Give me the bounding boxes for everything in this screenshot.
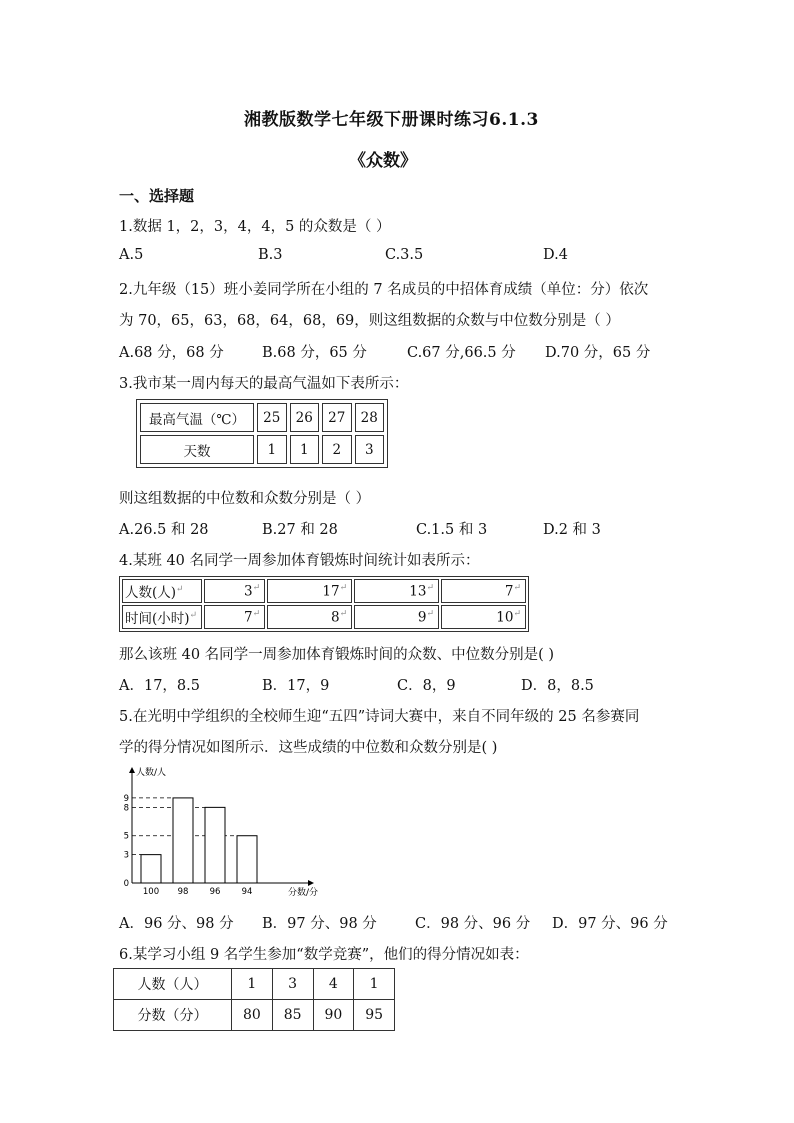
y-tick-label: 9 xyxy=(123,793,129,804)
table-cell: 95 xyxy=(354,1000,395,1031)
table-cell: 27 xyxy=(322,403,352,432)
chart-bar xyxy=(237,836,257,883)
table-row xyxy=(114,1000,395,1031)
q4-option-b: B．17，9 xyxy=(262,678,330,694)
q1-option-d: D.4 xyxy=(543,247,568,263)
q5-option-c: C．98 分、96 分 xyxy=(415,916,531,932)
table-cell: 分数（分） xyxy=(114,1000,232,1031)
table-row xyxy=(122,579,526,603)
table-cell: 天数 xyxy=(140,435,254,464)
table-cell: 85 xyxy=(272,1000,313,1031)
temperature-table xyxy=(136,399,388,468)
y-tick-label: 8 xyxy=(123,803,129,814)
x-tick-label: 94 xyxy=(241,887,253,897)
y-axis-label: 人数/人 xyxy=(136,768,167,778)
q3-option-c: C.1.5 和 3 xyxy=(416,522,488,538)
table-cell: 最高气温（℃） xyxy=(140,403,254,432)
table-cell: 26 xyxy=(290,403,320,432)
section-heading: 一、选择题 xyxy=(119,187,195,205)
question-4: 4.某班 40 名同学一周参加体育锻炼时间统计如表所示： xyxy=(119,553,480,569)
table-cell: 10↵ xyxy=(441,605,526,629)
x-axis-arrow xyxy=(308,880,314,886)
y-tick-label: 3 xyxy=(123,850,129,861)
exercise-time-table xyxy=(119,576,529,632)
x-tick-label: 100 xyxy=(142,887,160,897)
y-axis-arrow xyxy=(129,767,135,773)
table-row xyxy=(140,435,384,464)
x-axis-label: 分数/分 xyxy=(288,888,319,898)
page-subtitle: 《众数》 xyxy=(349,151,417,171)
table-cell: 1 xyxy=(290,435,320,464)
q3-option-b: B.27 和 28 xyxy=(262,522,338,538)
y-tick-label: 5 xyxy=(123,831,129,842)
q3-option-d: D.2 和 3 xyxy=(543,522,601,538)
table-cell: 80 xyxy=(232,1000,273,1031)
q1-option-a: A.5 xyxy=(119,247,144,263)
q2-option-b: B.68 分，65 分 xyxy=(262,345,367,361)
x-tick-label: 98 xyxy=(177,887,189,897)
table-row xyxy=(140,403,384,432)
score-bar-chart xyxy=(118,763,328,898)
table-row xyxy=(114,969,395,1000)
question-5-line-2: 学的得分情况如图所示．这些成绩的中位数和众数分别是( ) xyxy=(119,740,498,756)
q2-option-c: C.67 分,66.5 分 xyxy=(407,345,516,361)
chart-bar xyxy=(173,798,193,883)
q5-option-a: A．96 分、98 分 xyxy=(119,916,234,932)
table-cell: 8↵ xyxy=(267,605,352,629)
question-3-prompt: 则这组数据的中位数和众数分别是（ ） xyxy=(119,491,371,507)
question-5-line-1: 5.在光明中学组织的全校师生迎“五四”诗词大赛中，来自不同年级的 25 名参赛同 xyxy=(119,709,640,725)
q5-option-d: D．97 分、96 分 xyxy=(552,916,668,932)
table-cell: 2 xyxy=(322,435,352,464)
q2-option-d: D.70 分，65 分 xyxy=(545,345,651,361)
table-cell: 3 xyxy=(272,969,313,1000)
question-6: 6.某学习小组 9 名学生参加“数学竞赛”，他们的得分情况如表： xyxy=(119,947,529,963)
table-cell: 1 xyxy=(232,969,273,1000)
q3-option-a: A.26.5 和 28 xyxy=(119,522,209,538)
table-cell: 25 xyxy=(257,403,287,432)
q5-option-b: B．97 分、98 分 xyxy=(262,916,377,932)
q4-option-a: A．17，8.5 xyxy=(119,678,200,694)
table-cell: 时间(小时)↵ xyxy=(122,605,202,629)
chart-bar xyxy=(205,807,225,883)
question-1: 1.数据 1，2，3，4，4，5 的众数是（ ） xyxy=(119,219,391,235)
y-tick-label: 0 xyxy=(123,879,129,889)
q1-option-b: B.3 xyxy=(258,247,283,263)
page-title: 湘教版数学七年级下册课时练习6.1.3 xyxy=(244,110,539,130)
chart-bar xyxy=(141,855,161,883)
table-cell: 7↵ xyxy=(204,605,265,629)
score-table xyxy=(113,968,395,1031)
table-cell: 3↵ xyxy=(204,579,265,603)
x-tick-label: 96 xyxy=(209,887,221,897)
table-cell: 13↵ xyxy=(354,579,439,603)
question-4-prompt: 那么该班 40 名同学一周参加体育锻炼时间的众数、中位数分别是( ) xyxy=(119,647,555,663)
table-cell: 7↵ xyxy=(441,579,526,603)
table-cell: 28 xyxy=(355,403,385,432)
table-cell: 4 xyxy=(313,969,354,1000)
q1-option-c: C.3.5 xyxy=(385,247,424,263)
q2-option-a: A.68 分，68 分 xyxy=(119,345,224,361)
question-2-line-2: 为 70，65，63，68，64，68，69，则这组数据的众数与中位数分别是（ ） xyxy=(119,313,620,329)
table-cell: 17↵ xyxy=(267,579,352,603)
q4-option-c: C．8，9 xyxy=(397,678,456,694)
table-row xyxy=(122,605,526,629)
table-cell: 90 xyxy=(313,1000,354,1031)
table-cell: 1 xyxy=(257,435,287,464)
chart-bars xyxy=(141,798,257,883)
table-cell: 9↵ xyxy=(354,605,439,629)
question-2-line-1: 2.九年级（15）班小姜同学所在小组的 7 名成员的中招体育成绩（单位：分）依次 xyxy=(119,282,649,298)
table-cell: 人数(人)↵ xyxy=(122,579,202,603)
question-3: 3.我市某一周内每天的最高气温如下表所示： xyxy=(119,376,409,392)
q4-option-d: D．8，8.5 xyxy=(521,678,594,694)
table-cell: 3 xyxy=(355,435,385,464)
table-cell: 1 xyxy=(354,969,395,1000)
table-cell: 人数（人） xyxy=(114,969,232,1000)
